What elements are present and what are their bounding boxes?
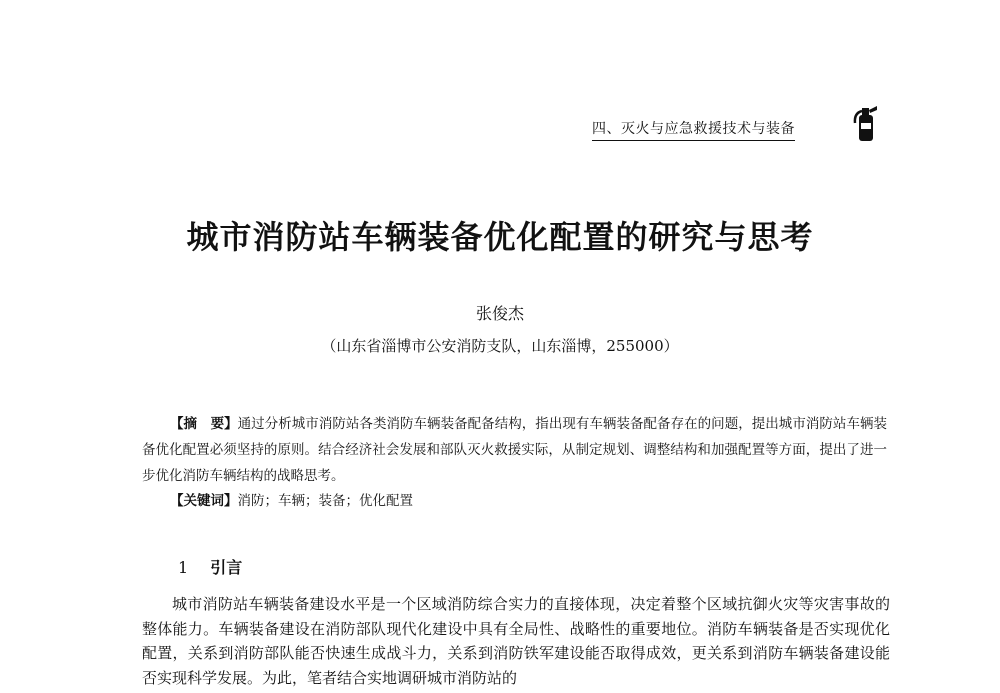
author-affiliation: （山东省淄博市公安消防支队，山东淄博，255000）: [321, 337, 679, 355]
author-name: 张俊杰: [475, 304, 524, 323]
fire-extinguisher-icon: [851, 103, 879, 143]
running-header-label: 四、灭火与应急救援技术与装备: [592, 121, 795, 137]
abstract: [142, 411, 887, 489]
body-text: [142, 592, 890, 690]
section-heading: [178, 555, 242, 578]
abstract-text: 通过分析城市消防站各类消防车辆装备配备结构，指出现有车辆装备配备存在的问题，提出城市消防站车辆装备优化配置必须坚持的原则。结合经济社会发展和部队灭火救援实际，从制定规划、调整结构和加强配置等方面，提出了进一步优化消防车辆结构的战略思考。: [142, 416, 888, 484]
abstract-label: 【摘 要】: [170, 416, 238, 432]
paper-title: 城市消防站车辆装备优化配置的研究与思考: [186, 218, 814, 256]
keywords: [170, 489, 413, 509]
section-number: 1: [178, 558, 189, 577]
keywords-text: 消防；车辆；装备；优化配置: [237, 493, 413, 509]
body-paragraph: 城市消防站车辆装备建设水平是一个区域消防综合实力的直接体现，决定着整个区域抗御火灾等灾害事故的整体能力。车辆装备建设在消防部队现代化建设中具有全局性、战略性的重要地位。消防车辆装备是否实现优化配置，关系到消防部队能否快速生成战斗力，关系到消防铁军建设能否取得成效，更关系到消防车辆装备建设能否实现科学发展。为此，笔者结合实地调研城市消防站的: [142, 595, 890, 687]
keywords-label: 【关键词】: [170, 493, 238, 509]
running-header: [592, 118, 795, 141]
section-title: 引言: [210, 558, 243, 577]
